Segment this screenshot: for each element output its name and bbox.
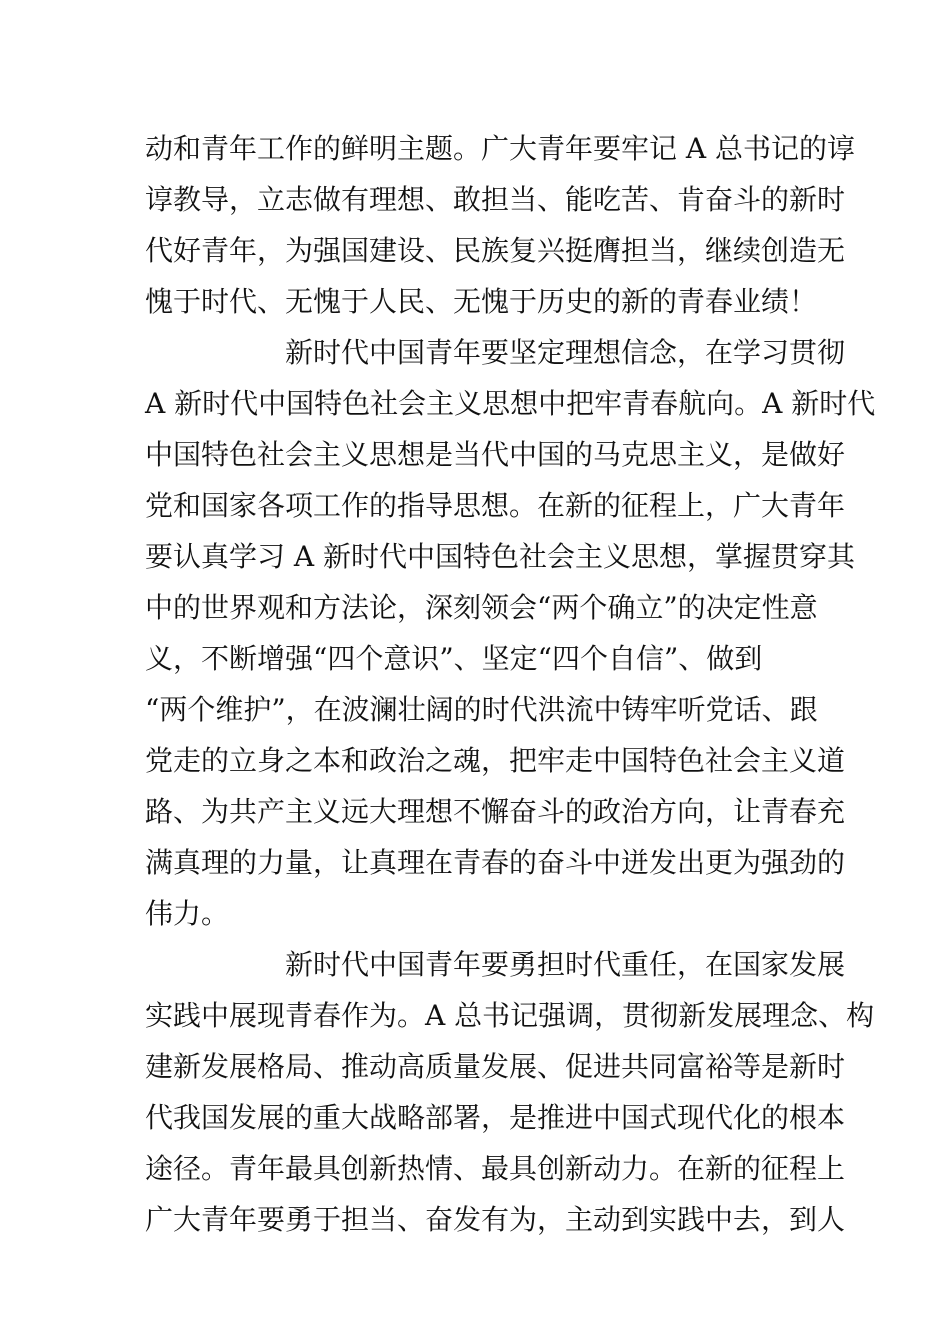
text-line: 代好青年，为强国建设、民族复兴挺膺担当，继续创造无 bbox=[145, 234, 846, 267]
text-line: 动和青年工作的鲜明主题。广大青年要牢记 A 总书记的谆 bbox=[145, 132, 856, 165]
text-line: 伟力。 bbox=[145, 897, 230, 930]
text-line-indented: 新时代中国青年要坚定理想信念，在学习贯彻 bbox=[285, 336, 846, 369]
text-line: 愧于时代、无愧于人民、无愧于历史的新的青春业绩！ bbox=[145, 285, 818, 318]
text-line-indented: 新时代中国青年要勇担时代重任，在国家发展 bbox=[285, 948, 846, 981]
text-line: 路、为共产主义远大理想不懈奋斗的政治方向，让青春充 bbox=[145, 795, 846, 828]
text-line: A 新时代中国特色社会主义思想中把牢青春航向。A 新时代 bbox=[145, 387, 876, 420]
text-line: 代我国发展的重大战略部署，是推进中国式现代化的根本 bbox=[145, 1101, 846, 1134]
text-line: 党走的立身之本和政治之魂，把牢走中国特色社会主义道 bbox=[145, 744, 846, 777]
body-text bbox=[145, 123, 876, 1245]
text-line: 义，不断增强“四个意识”、坚定“四个自信”、做到 bbox=[145, 642, 763, 675]
text-line: 党和国家各项工作的指导思想。在新的征程上，广大青年 bbox=[145, 489, 846, 522]
text-line: 中国特色社会主义思想是当代中国的马克思主义，是做好 bbox=[145, 438, 846, 471]
text-line: 谆教导，立志做有理想、敢担当、能吃苦、肯奋斗的新时 bbox=[145, 183, 846, 216]
text-line: 中的世界观和方法论，深刻领会“两个确立”的决定性意 bbox=[145, 591, 818, 624]
text-line: 要认真学习 A 新时代中国特色社会主义思想，掌握贯穿其 bbox=[145, 540, 856, 573]
paragraph-1 bbox=[145, 123, 856, 327]
paragraph-3 bbox=[145, 939, 875, 1245]
text-line: 途径。青年最具创新热情、最具创新动力。在新的征程上 bbox=[145, 1152, 846, 1185]
text-line: 满真理的力量，让真理在青春的奋斗中迸发出更为强劲的 bbox=[145, 846, 846, 879]
text-line: “两个维护”，在波澜壮阔的时代洪流中铸牢听党话、跟 bbox=[145, 693, 818, 726]
paragraph-2 bbox=[145, 327, 876, 939]
text-line: 建新发展格局、推动高质量发展、促进共同富裕等是新时 bbox=[145, 1050, 846, 1083]
text-line: 广大青年要勇于担当、奋发有为，主动到实践中去，到人 bbox=[145, 1203, 846, 1236]
text-line: 实践中展现青春作为。A 总书记强调，贯彻新发展理念、构 bbox=[145, 999, 875, 1032]
